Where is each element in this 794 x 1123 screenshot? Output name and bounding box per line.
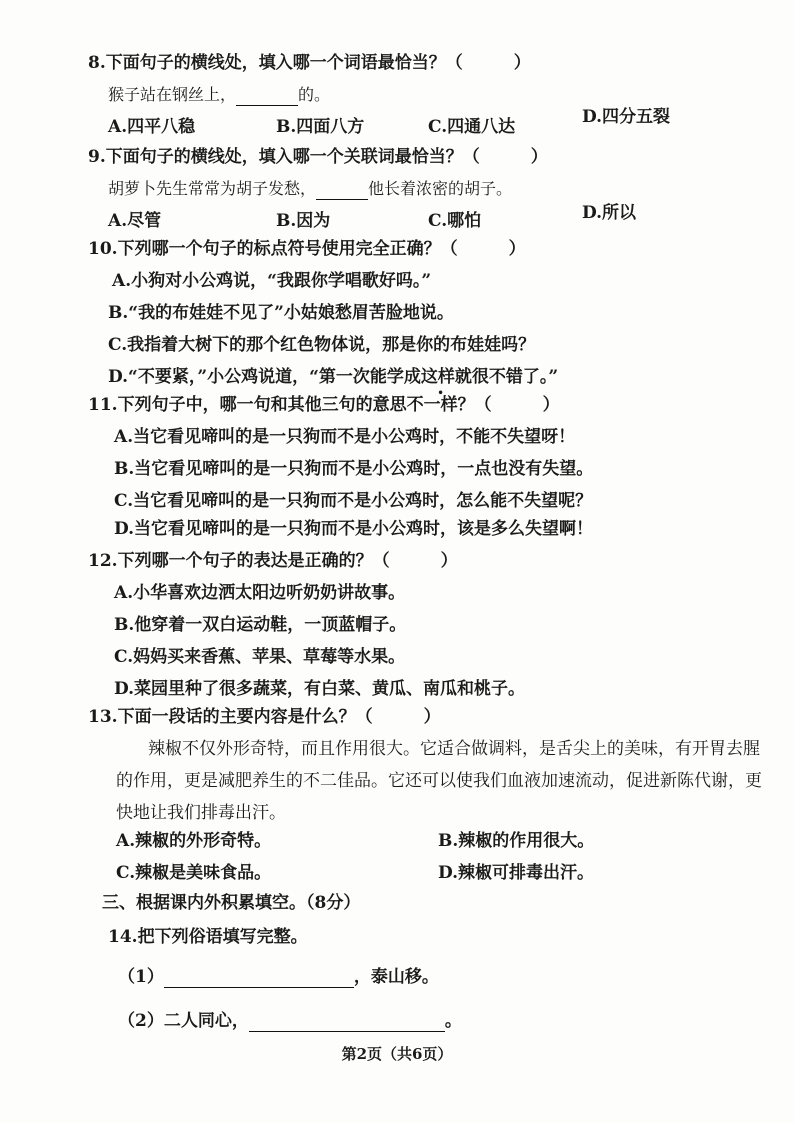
q12-option-d[interactable]: D.菜园里种了很多蔬菜，有白菜、黄瓜、南瓜和桃子。: [114, 679, 526, 699]
q13-option-c[interactable]: C.辣椒是美味食品。: [116, 863, 272, 883]
q9-answer-blank[interactable]: [316, 181, 368, 200]
q11-stem-end: ？（ ）: [457, 395, 560, 415]
q11-option-c[interactable]: C.当它看见啼叫的是一只狗而不是小公鸡时，怎么能不失望呢？: [114, 491, 593, 511]
q9-sentence-start: 胡萝卜先生常常为胡子发愁，: [108, 179, 317, 198]
q8-sentence-start: 猴子站在钢丝上，: [108, 85, 237, 104]
q14-item-2-tail: 。: [444, 1011, 462, 1031]
page-number: 第2页（共6页）: [341, 1045, 453, 1063]
q11-stem-emphasis: 一样: [423, 395, 458, 415]
q9-sentence: [108, 178, 512, 200]
q13-paragraph-line-2: 的作用，更是减肥养生的不二佳品。它还可以使我们血液加速流动，促进新陈代谢，更: [116, 771, 762, 791]
q8-option-d[interactable]: D.四分五裂: [582, 107, 671, 127]
section-3-title: 三、根据课内外积累填空。（8分）: [102, 893, 361, 913]
q13-paragraph-line-3: 快地让我们排毒出汗。: [116, 803, 286, 823]
q12-option-c[interactable]: C.妈妈买来香蕉、苹果、草莓等水果。: [114, 647, 406, 667]
q8-answer-blank[interactable]: [236, 87, 298, 106]
q10-option-b[interactable]: B.“我的布娃娃不见了”小姑娘愁眉苦脸地说。: [108, 303, 454, 323]
q9-option-c[interactable]: C.哪怕: [428, 211, 482, 231]
q12-stem: 12.下列哪一个句子的表达是正确的？（ ）: [88, 551, 458, 571]
q12-option-a[interactable]: A.小华喜欢边洒太阳边听奶奶讲故事。: [114, 583, 406, 603]
q11-stem: [88, 394, 560, 416]
q8-sentence-end: 的。: [298, 85, 331, 104]
q9-option-a[interactable]: A.尽管: [108, 211, 162, 231]
q8-option-b[interactable]: B.四面八方: [276, 117, 365, 137]
q11-option-b[interactable]: B.当它看见啼叫的是一只狗而不是小公鸡时，一点也没有失望。: [114, 459, 594, 479]
q12-option-b[interactable]: B.他穿着一双白运动鞋，一顶蓝帽子。: [114, 615, 407, 635]
q9-option-b[interactable]: B.因为: [276, 211, 331, 231]
q11-option-a[interactable]: A.当它看见啼叫的是一只狗而不是小公鸡时，不能不失望呀！: [114, 427, 576, 447]
q8-option-c[interactable]: C.四通八达: [428, 117, 516, 137]
q11-stem-start: 11.下列句子中，哪一句和其他三句的意思不: [88, 395, 424, 415]
q13-stem: 13.下面一段话的主要内容是什么？（ ）: [88, 707, 441, 727]
q10-stem: 10.下列哪一个句子的标点符号使用完全正确？（ ）: [88, 239, 526, 259]
q14-stem: 14.把下列俗语填写完整。: [108, 927, 308, 947]
q9-stem: 9.下面句子的横线处，填入哪一个关联词最恰当？（ ）: [88, 147, 548, 167]
q10-option-d[interactable]: D.“不要紧，”小公鸡说道，“第一次能学成这样就很不错了。”: [108, 367, 559, 387]
q14-item-1-blank[interactable]: [164, 969, 354, 988]
q9-sentence-end: 他长着浓密的胡子。: [368, 179, 513, 198]
q9-option-d[interactable]: D.所以: [582, 203, 637, 223]
q8-option-a[interactable]: A.四平八稳: [108, 117, 196, 137]
q14-item-1-number: （1）: [118, 967, 164, 987]
q13-option-b[interactable]: B.辣椒的作用很大。: [438, 831, 595, 851]
q13-paragraph-line-1: 辣椒不仅外形奇特，而且作用很大。它适合做调料，是舌尖上的美味，有开胃去腥: [148, 739, 760, 759]
q13-option-a[interactable]: A.辣椒的外形奇特。: [116, 831, 272, 851]
q10-option-a[interactable]: A.小狗对小公鸡说，“我跟你学唱歌好吗。”: [112, 271, 432, 291]
q10-option-c[interactable]: C.我指着大树下的那个红色物体说，那是你的布娃娃吗？: [108, 335, 536, 355]
q14-item-2: [118, 1010, 462, 1032]
q8-sentence: [108, 84, 330, 106]
q14-item-2-head: （2）二人同心，: [118, 1011, 249, 1031]
q14-item-1: [118, 966, 439, 988]
q14-item-2-blank[interactable]: [249, 1013, 445, 1032]
q8-stem: 8.下面句子的横线处，填入哪一个词语最恰当？（ ）: [88, 53, 531, 73]
q14-item-1-tail: ，泰山移。: [353, 967, 439, 987]
q11-option-d[interactable]: D.当它看见啼叫的是一只狗而不是小公鸡时，该是多么失望啊！: [114, 519, 594, 539]
q13-option-d[interactable]: D.辣椒可排毒出汗。: [438, 863, 595, 883]
